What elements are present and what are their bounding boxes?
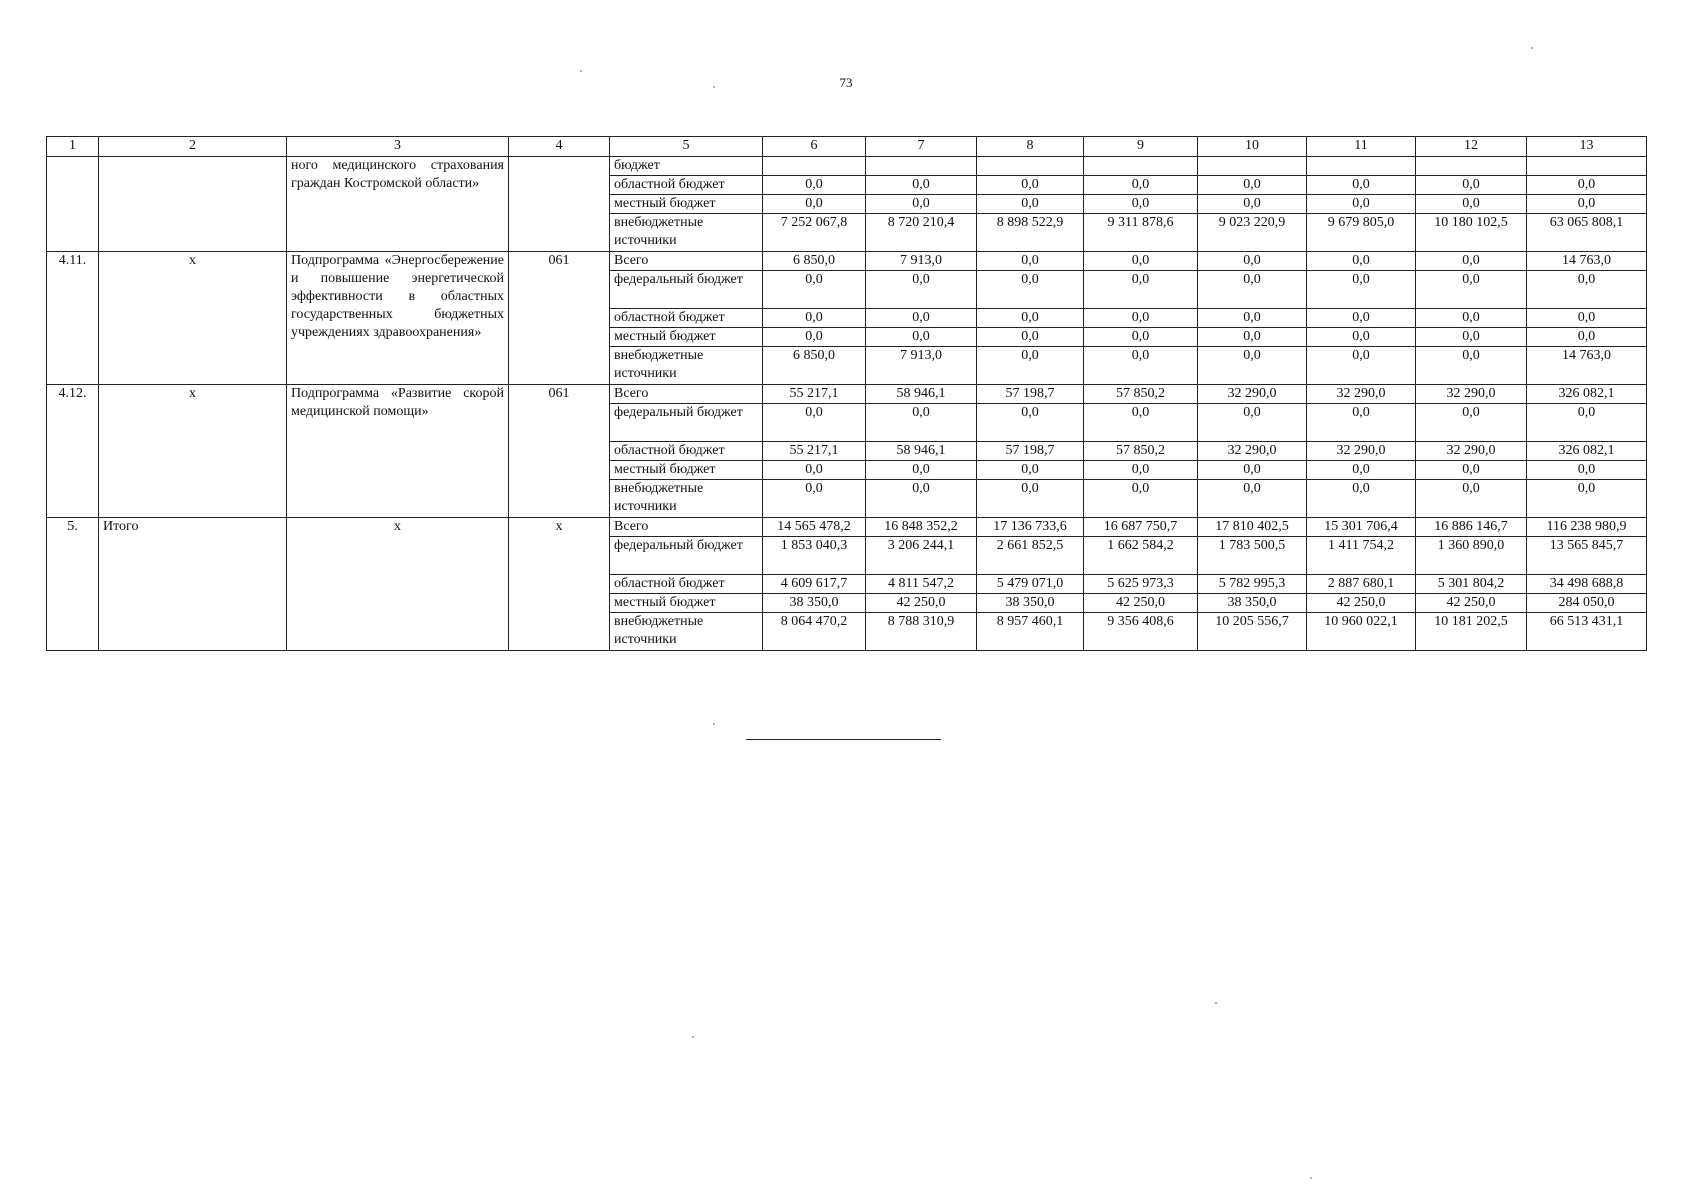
value-cell: 0,0 [1527, 404, 1647, 442]
value-cell: 32 290,0 [1307, 442, 1416, 461]
header-cell: 12 [1416, 137, 1527, 157]
funding-source-cell: Всего [610, 518, 763, 537]
scan-speck [692, 1036, 694, 1038]
value-cell: 17 810 402,5 [1198, 518, 1307, 537]
value-cell: 57 198,7 [977, 442, 1084, 461]
value-cell: 0,0 [977, 404, 1084, 442]
value-cell: 42 250,0 [1416, 594, 1527, 613]
value-cell: 15 301 706,4 [1307, 518, 1416, 537]
column-2-cell: Итого [99, 518, 287, 651]
value-cell: 32 290,0 [1416, 385, 1527, 404]
funding-source-cell: областной бюджет [610, 442, 763, 461]
value-cell: 0,0 [1198, 404, 1307, 442]
value-cell: 0,0 [1416, 252, 1527, 271]
table-body [47, 157, 1647, 651]
value-cell: 38 350,0 [1198, 594, 1307, 613]
value-cell: 7 913,0 [866, 347, 977, 385]
value-cell: 38 350,0 [763, 594, 866, 613]
program-name-cell: Подпрограмма «Развитие скорой медицинской помощи» [287, 385, 509, 518]
value-cell: 42 250,0 [1307, 594, 1416, 613]
value-cell: 0,0 [1084, 347, 1198, 385]
value-cell: 6 850,0 [763, 252, 866, 271]
value-cell: 58 946,1 [866, 385, 977, 404]
value-cell: 58 946,1 [866, 442, 977, 461]
header-cell: 10 [1198, 137, 1307, 157]
value-cell: 63 065 808,1 [1527, 214, 1647, 252]
value-cell: 0,0 [1084, 195, 1198, 214]
value-cell: 8 788 310,9 [866, 613, 977, 651]
value-cell: 0,0 [977, 480, 1084, 518]
funding-source-cell: областной бюджет [610, 176, 763, 195]
column-2-cell [99, 157, 287, 252]
value-cell [866, 157, 977, 176]
value-cell: 0,0 [1084, 461, 1198, 480]
table-row [47, 157, 1647, 176]
value-cell: 0,0 [1084, 328, 1198, 347]
value-cell: 32 290,0 [1198, 442, 1307, 461]
funding-source-cell: местный бюджет [610, 328, 763, 347]
value-cell: 0,0 [1307, 309, 1416, 328]
value-cell: 0,0 [1527, 461, 1647, 480]
funding-source-cell: внебюджетные источники [610, 480, 763, 518]
value-cell: 9 679 805,0 [1307, 214, 1416, 252]
program-name-cell: х [287, 518, 509, 651]
value-cell: 0,0 [866, 461, 977, 480]
funding-source-cell: федеральный бюджет [610, 404, 763, 442]
value-cell: 0,0 [866, 176, 977, 195]
value-cell: 0,0 [866, 271, 977, 309]
value-cell: 0,0 [763, 195, 866, 214]
value-cell: 5 625 973,3 [1084, 575, 1198, 594]
value-cell: 8 064 470,2 [763, 613, 866, 651]
funding-source-cell: областной бюджет [610, 309, 763, 328]
scan-speck [1215, 1002, 1217, 1004]
value-cell: 0,0 [1198, 271, 1307, 309]
budget-table [46, 136, 1647, 651]
value-cell: 0,0 [763, 404, 866, 442]
value-cell: 6 850,0 [763, 347, 866, 385]
funding-source-cell: Всего [610, 385, 763, 404]
scan-speck [1310, 1177, 1312, 1179]
funding-source-cell: федеральный бюджет [610, 271, 763, 309]
header-cell: 9 [1084, 137, 1198, 157]
value-cell: 0,0 [1416, 347, 1527, 385]
value-cell: 326 082,1 [1527, 442, 1647, 461]
value-cell: 42 250,0 [866, 594, 977, 613]
funding-source-cell: внебюджетные источники [610, 214, 763, 252]
value-cell: 1 783 500,5 [1198, 537, 1307, 575]
header-cell: 8 [977, 137, 1084, 157]
value-cell: 0,0 [1416, 461, 1527, 480]
value-cell: 0,0 [1307, 176, 1416, 195]
value-cell: 0,0 [977, 252, 1084, 271]
value-cell: 0,0 [866, 309, 977, 328]
value-cell: 2 887 680,1 [1307, 575, 1416, 594]
value-cell: 0,0 [977, 271, 1084, 309]
value-cell: 0,0 [763, 461, 866, 480]
value-cell: 0,0 [977, 461, 1084, 480]
value-cell: 0,0 [1416, 309, 1527, 328]
value-cell: 0,0 [763, 480, 866, 518]
value-cell [1416, 157, 1527, 176]
row-number-cell: 5. [47, 518, 99, 651]
value-cell: 0,0 [1307, 328, 1416, 347]
value-cell: 0,0 [1527, 480, 1647, 518]
value-cell [763, 157, 866, 176]
value-cell: 0,0 [1084, 480, 1198, 518]
value-cell: 14 763,0 [1527, 347, 1647, 385]
header-cell: 7 [866, 137, 977, 157]
value-cell: 0,0 [866, 404, 977, 442]
value-cell: 0,0 [1416, 480, 1527, 518]
value-cell: 7 252 067,8 [763, 214, 866, 252]
value-cell: 0,0 [866, 480, 977, 518]
value-cell [1198, 157, 1307, 176]
value-cell: 13 565 845,7 [1527, 537, 1647, 575]
value-cell: 0,0 [977, 328, 1084, 347]
code-cell [509, 157, 610, 252]
code-cell: 061 [509, 385, 610, 518]
value-cell: 14 763,0 [1527, 252, 1647, 271]
value-cell: 1 853 040,3 [763, 537, 866, 575]
program-name-cell: ного медицинского страхования граждан Костромской области» [287, 157, 509, 252]
value-cell: 326 082,1 [1527, 385, 1647, 404]
header-cell: 3 [287, 137, 509, 157]
value-cell: 32 290,0 [1416, 442, 1527, 461]
value-cell: 0,0 [1198, 347, 1307, 385]
value-cell: 0,0 [763, 309, 866, 328]
value-cell [977, 157, 1084, 176]
funding-source-cell: бюджет [610, 157, 763, 176]
value-cell: 0,0 [1527, 328, 1647, 347]
value-cell: 0,0 [977, 195, 1084, 214]
value-cell: 0,0 [1084, 176, 1198, 195]
column-2-cell: х [99, 252, 287, 385]
value-cell: 0,0 [1307, 347, 1416, 385]
header-cell: 11 [1307, 137, 1416, 157]
program-name-cell: Подпрограмма «Энергосбережение и повышение энергетической эффективности в областных государственных бюджетных учреждениях здравоохранения» [287, 252, 509, 385]
value-cell: 0,0 [1307, 480, 1416, 518]
value-cell: 0,0 [977, 347, 1084, 385]
value-cell: 4 811 547,2 [866, 575, 977, 594]
value-cell: 57 850,2 [1084, 385, 1198, 404]
funding-source-cell: местный бюджет [610, 461, 763, 480]
value-cell: 38 350,0 [977, 594, 1084, 613]
value-cell: 1 662 584,2 [1084, 537, 1198, 575]
header-cell: 4 [509, 137, 610, 157]
funding-source-cell: областной бюджет [610, 575, 763, 594]
row-number-cell: 4.12. [47, 385, 99, 518]
value-cell: 0,0 [1416, 404, 1527, 442]
page-number: 73 [839, 75, 853, 90]
code-cell: 061 [509, 252, 610, 385]
value-cell: 17 136 733,6 [977, 518, 1084, 537]
value-cell: 57 198,7 [977, 385, 1084, 404]
value-cell: 0,0 [1198, 176, 1307, 195]
funding-source-cell: местный бюджет [610, 594, 763, 613]
value-cell: 284 050,0 [1527, 594, 1647, 613]
value-cell: 0,0 [763, 271, 866, 309]
funding-source-cell: внебюджетные источники [610, 347, 763, 385]
value-cell: 32 290,0 [1307, 385, 1416, 404]
value-cell: 55 217,1 [763, 385, 866, 404]
table-row [47, 385, 1647, 404]
value-cell: 5 301 804,2 [1416, 575, 1527, 594]
value-cell: 42 250,0 [1084, 594, 1198, 613]
scan-speck [1531, 47, 1533, 49]
value-cell: 66 513 431,1 [1527, 613, 1647, 651]
value-cell: 0,0 [1527, 176, 1647, 195]
value-cell: 0,0 [1527, 271, 1647, 309]
value-cell: 0,0 [977, 309, 1084, 328]
value-cell: 0,0 [1416, 328, 1527, 347]
value-cell: 0,0 [1307, 461, 1416, 480]
value-cell: 0,0 [866, 328, 977, 347]
value-cell: 0,0 [1416, 195, 1527, 214]
value-cell: 55 217,1 [763, 442, 866, 461]
value-cell: 10 181 202,5 [1416, 613, 1527, 651]
header-cell: 6 [763, 137, 866, 157]
value-cell: 14 565 478,2 [763, 518, 866, 537]
row-number-cell [47, 157, 99, 252]
value-cell [1527, 157, 1647, 176]
value-cell: 8 720 210,4 [866, 214, 977, 252]
value-cell: 0,0 [1198, 328, 1307, 347]
value-cell: 32 290,0 [1198, 385, 1307, 404]
value-cell: 9 023 220,9 [1198, 214, 1307, 252]
header-cell: 1 [47, 137, 99, 157]
value-cell: 4 609 617,7 [763, 575, 866, 594]
value-cell: 0,0 [1307, 195, 1416, 214]
value-cell [1084, 157, 1198, 176]
header-cell: 13 [1527, 137, 1647, 157]
scan-speck [580, 70, 582, 72]
value-cell: 5 479 071,0 [977, 575, 1084, 594]
value-cell: 0,0 [1198, 309, 1307, 328]
value-cell: 3 206 244,1 [866, 537, 977, 575]
value-cell: 16 886 146,7 [1416, 518, 1527, 537]
funding-source-cell: федеральный бюджет [610, 537, 763, 575]
row-number-cell: 4.11. [47, 252, 99, 385]
value-cell: 8 957 460,1 [977, 613, 1084, 651]
value-cell: 0,0 [1527, 195, 1647, 214]
value-cell: 10 205 556,7 [1198, 613, 1307, 651]
value-cell: 5 782 995,3 [1198, 575, 1307, 594]
value-cell: 116 238 980,9 [1527, 518, 1647, 537]
value-cell: 1 411 754,2 [1307, 537, 1416, 575]
value-cell: 0,0 [1084, 404, 1198, 442]
value-cell: 10 180 102,5 [1416, 214, 1527, 252]
value-cell: 0,0 [763, 328, 866, 347]
scan-speck [713, 723, 715, 725]
code-cell: х [509, 518, 610, 651]
value-cell: 9 311 878,6 [1084, 214, 1198, 252]
value-cell: 0,0 [1084, 309, 1198, 328]
scan-speck [713, 86, 715, 88]
value-cell: 0,0 [1307, 271, 1416, 309]
value-cell: 0,0 [1307, 404, 1416, 442]
value-cell: 0,0 [763, 176, 866, 195]
value-cell: 16 687 750,7 [1084, 518, 1198, 537]
value-cell: 57 850,2 [1084, 442, 1198, 461]
value-cell: 10 960 022,1 [1307, 613, 1416, 651]
value-cell: 0,0 [1307, 252, 1416, 271]
value-cell: 0,0 [1416, 271, 1527, 309]
value-cell: 0,0 [1527, 309, 1647, 328]
value-cell: 0,0 [1198, 480, 1307, 518]
value-cell: 8 898 522,9 [977, 214, 1084, 252]
value-cell: 7 913,0 [866, 252, 977, 271]
value-cell: 16 848 352,2 [866, 518, 977, 537]
value-cell [1307, 157, 1416, 176]
header-cell: 2 [99, 137, 287, 157]
value-cell: 9 356 408,6 [1084, 613, 1198, 651]
table-row [47, 252, 1647, 271]
value-cell: 2 661 852,5 [977, 537, 1084, 575]
value-cell: 0,0 [1084, 271, 1198, 309]
table-row [47, 518, 1647, 537]
value-cell: 0,0 [1198, 195, 1307, 214]
value-cell: 0,0 [1198, 252, 1307, 271]
column-2-cell: х [99, 385, 287, 518]
header-cell: 5 [610, 137, 763, 157]
value-cell: 34 498 688,8 [1527, 575, 1647, 594]
value-cell: 0,0 [1416, 176, 1527, 195]
funding-source-cell: местный бюджет [610, 195, 763, 214]
funding-source-cell: Всего [610, 252, 763, 271]
value-cell: 0,0 [1084, 252, 1198, 271]
value-cell: 0,0 [1198, 461, 1307, 480]
column-number-row [47, 137, 1647, 157]
funding-source-cell: внебюджетные источники [610, 613, 763, 651]
value-cell: 1 360 890,0 [1416, 537, 1527, 575]
value-cell: 0,0 [977, 176, 1084, 195]
value-cell: 0,0 [866, 195, 977, 214]
closing-separator-line [746, 739, 941, 740]
